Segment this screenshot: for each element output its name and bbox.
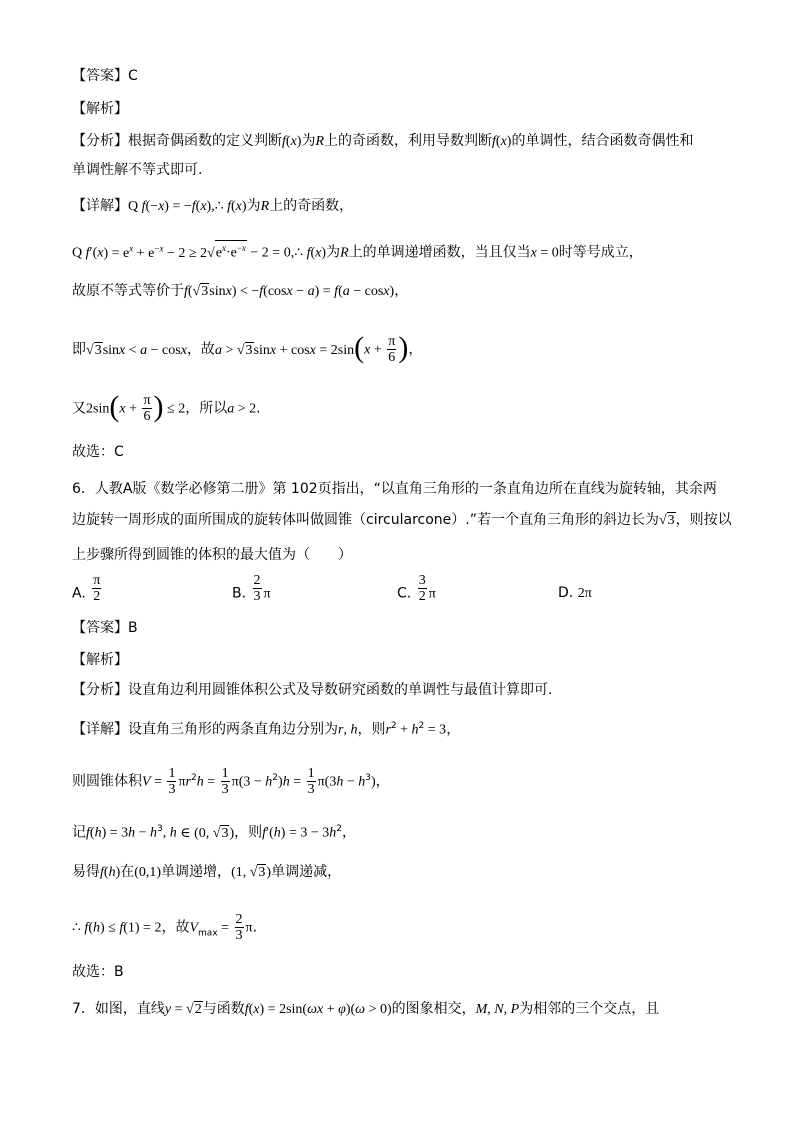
analysis-heading-q5: 【解析】 <box>72 101 128 117</box>
detail-line3-q5: 故原不等式等价于f(√3sinx) < −f(cosx − a) = f(a − cosx)， <box>72 283 409 299</box>
option-c[interactable]: C. $\frac{3}{2}$ π <box>397 573 436 604</box>
question7-stem-line1: 7．如图，直线y = √2与函数f(x) = 2sin(ωx + φ)(ω > 0)的图象相交，M, N, P为相邻的三个交点，且 <box>72 1001 660 1017</box>
analysis-line-q6: 【分析】设直角边利用圆锥体积公式及导数研究函数的单调性与最值计算即可. <box>72 682 553 698</box>
detail-line4-q6: 易得f(h)在(0,1)单调递增，(1, √3)单调递减， <box>72 864 342 880</box>
conclusion-q5: 故选：C <box>72 444 124 460</box>
answer-label-q5: 【答案】C <box>72 68 138 84</box>
analysis-line-q5: 【分析】根据奇偶函数的定义判断f(x)为R上的奇函数，利用导数判断f(x)的单调性，结合函数奇偶性和 <box>72 133 694 149</box>
option-d[interactable]: D. 2π <box>558 585 592 601</box>
question6-stem-line1: 6．人教A版《数学必修第二册》第 102页指出，“以直角三角形的一条直角边所在直线为旋转轴，其余两 <box>72 481 717 497</box>
detail-line2-q5: Q $f'(x) = e^x + e^{-x} - 2 \ge 2√e^x\cdot e^{-x} - 2$ = 0,∴ f(x)为R上的单调递增函数，当且仅当x = 0时等号成立， <box>72 238 734 264</box>
conclusion-q6: 故选：B <box>72 964 124 980</box>
answer-label-q6: 【答案】B <box>72 620 138 636</box>
analysis-line2-q5: 单调性解不等式即可. <box>72 162 203 178</box>
detail-line5-q5: 又2sin(x + $\frac{\pi}{6}$ ) ≤ 2，所以a > 2. <box>72 389 261 424</box>
detail-line5-q6: ∴ f(h) ≤ f(1) = 2，故$V_{max}$ = $\frac{2}{3}$ π. <box>72 912 258 943</box>
detail-line1-q5: 【详解】Q f(−x) = −f(x),∴ f(x)为R上的奇函数， <box>72 198 354 214</box>
question6-stem-line3: 上步骤所得到圆锥的体积的最大值为（ ） <box>72 547 352 563</box>
analysis-heading-q6: 【解析】 <box>72 652 128 668</box>
detail-line1-q6: 【详解】设直角三角形的两条直角边分别为r, h，则$r^2 + h^2 = 3$， <box>72 721 461 738</box>
question6-stem-line2: 边旋转一周形成的面所围成的旋转体叫做圆锥（circularcone）.”若一个直角三角形的斜边长为√3，则按以 <box>72 512 732 528</box>
detail-line2-q6: 则圆锥体积V = $\frac{1}{3}$ $\pi r^2h$ = $\frac{1}{3}$ $\pi(3 - h^2)h$ = $\frac{1}{3}$ $\pi(3h - h^3)$， <box>72 766 390 797</box>
detail-line4-q5: 即√3sinx < a − cosx，故a > √3sinx + cosx = 2sin(x + $\frac{\pi}{6}$ )， <box>72 330 423 365</box>
question6-options <box>72 574 734 614</box>
detail-line3-q6: 记$f(h) = 3h - h^3$, h ∈ (0, √3)，则$f'(h) = 3 - 3h^2$， <box>72 824 356 841</box>
option-b[interactable]: B. $\frac{2}{3}$ π <box>232 573 271 604</box>
option-a[interactable]: A. $\frac{\pi}{2}$ <box>72 573 101 604</box>
